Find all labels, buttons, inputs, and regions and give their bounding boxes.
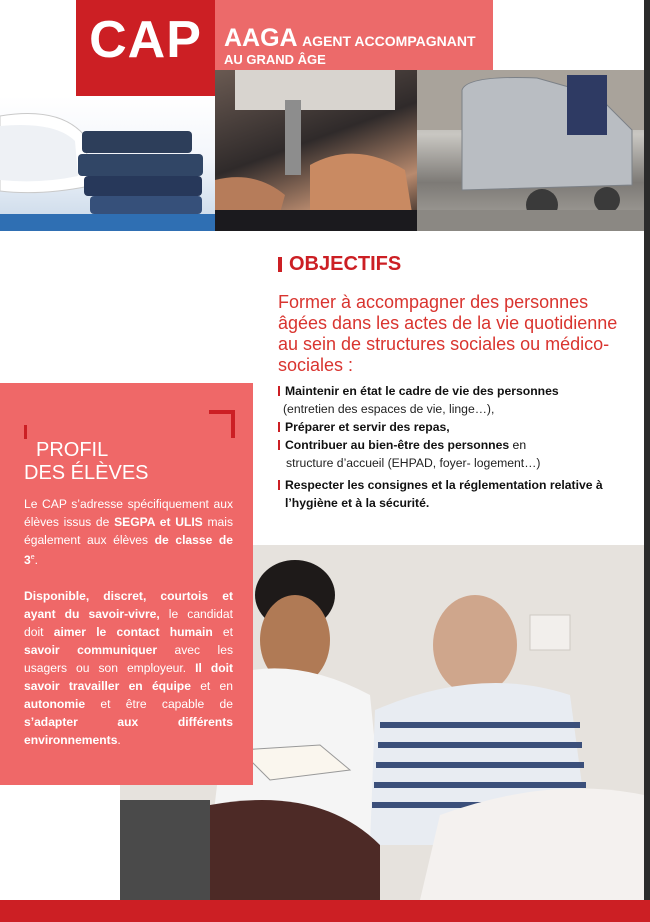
photo-floor-scrubber — [417, 70, 644, 231]
corner-bracket-decoration — [209, 410, 235, 438]
objectif-item — [278, 382, 608, 400]
aaga-subtitle-1: AGENT ACCOMPAGNANT — [302, 33, 476, 49]
profil-marker — [24, 425, 27, 439]
objectifs-intro: Former à accompagner des personnes âgées dans les actes de la vie quotidienne au sein de structures sociales ou médico-sociales : — [278, 292, 618, 375]
footer-bar — [0, 900, 650, 922]
profil-title — [24, 439, 149, 485]
objectif-item — [278, 476, 608, 512]
profil-paragraph-1: Le CAP s’adresse spécifiquement aux élèves issus de SEGPA et ULIS mais également aux élèves de classe de 3e. — [24, 497, 234, 568]
objectif-item — [278, 418, 608, 436]
objectif-item-rest: en — [509, 438, 527, 452]
profil-paragraph-2: Disponible, discret, courtois et ayant du savoir-vivre, le candidat doit aimer le contact humain et savoir communiquer avec les usagers ou son employeur. Il doit savoir travailler en équipe et en autonomie et être capable de s’adapter aux différents environnements. — [24, 589, 234, 748]
profil-title-line-1: PROFIL — [36, 439, 109, 461]
objectifs-list — [278, 382, 608, 512]
objectif-item-bold: Contribuer au bien-être des personnes — [285, 438, 510, 452]
photo-iron-laundry-illustration — [0, 96, 215, 231]
photo-sewing-illustration — [215, 70, 417, 231]
aaga-subtitle-2: AU GRAND ÂGE — [224, 52, 326, 67]
photo-scrubber-illustration — [417, 70, 644, 231]
objectifs-title: OBJECTIFS — [289, 253, 402, 275]
page-edge-shadow — [644, 0, 650, 900]
photo-sewing-machine — [215, 70, 417, 231]
objectif-item-bold: Préparer et servir des repas, — [285, 420, 450, 434]
cap-title: CAP — [89, 11, 202, 69]
profil-title-line-2: DES ÉLÈVES — [24, 462, 149, 484]
objectif-item-bold: Respecter les consignes et la réglementation relative à l’hygiène et à la sécurité. — [285, 478, 603, 510]
objectifs-marker — [278, 257, 282, 272]
aaga-title: AAGA — [224, 24, 298, 52]
objectif-item-bold: Maintenir en état le cadre de vie des personnes — [285, 384, 559, 398]
photo-iron-laundry — [0, 96, 215, 231]
objectif-item-detail: structure d’accueil (EHPAD, foyer- logement…) — [286, 456, 541, 470]
aaga-title-line — [224, 26, 476, 51]
profil-text — [24, 495, 233, 767]
objectif-item-detail: (entretien des espaces de vie, linge…), — [283, 402, 495, 416]
objectif-item — [278, 436, 608, 454]
